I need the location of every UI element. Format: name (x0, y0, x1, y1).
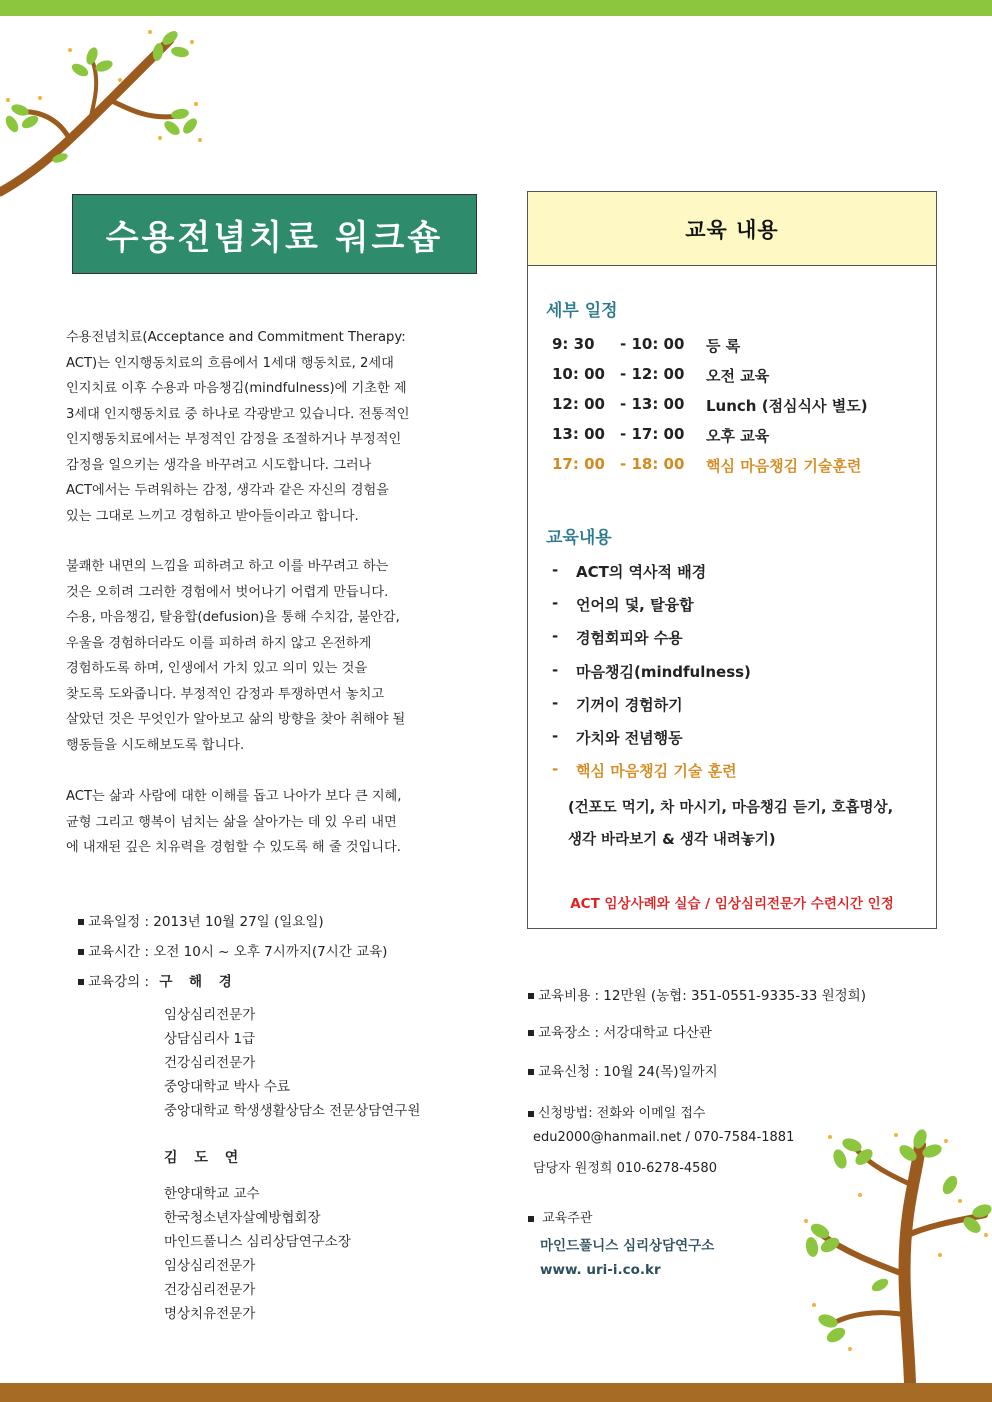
content-item (552, 594, 694, 627)
lecturer-1-credential: 중앙대학교 학생생활상담소 전문상담연구원 (164, 1103, 421, 1119)
schedule-label: 핵심 마음챙김 기술훈련 (706, 457, 862, 475)
content-item (552, 727, 683, 760)
intro-line: 감정을 일으키는 생각을 바꾸려고 시도합니다. 그러나 (66, 457, 372, 473)
act-certification-note: ACT 임상사례와 실습 / 임상심리전문가 수련시간 인정 (570, 896, 894, 912)
lecturer-1-credential: 중앙대학교 박사 수료 (164, 1079, 290, 1095)
bottom-accent-bar (0, 1383, 992, 1402)
host-website[interactable]: www. uri-i.co.kr (540, 1262, 661, 1278)
workshop-title: 수용전념치료 워크숍 (72, 194, 477, 274)
schedule-label: Lunch (점심식사 별도) (706, 397, 868, 415)
schedule-title: 세부 일정 (546, 301, 618, 321)
lecturer-1-credential: 상담심리사 1급 (164, 1031, 256, 1047)
intro-line: 에 내재된 깊은 치유력을 경험할 수 있도록 해 줄 것입니다. (66, 840, 401, 855)
schedule-row-highlight (552, 455, 861, 485)
intro-line: 있는 그대로 느끼고 경험하고 받아들이라고 합니다. (66, 508, 359, 524)
education-apply (528, 1060, 718, 1080)
list-dash: - (552, 561, 559, 579)
list-dash: - (552, 760, 559, 778)
square-bullet-icon (78, 979, 84, 985)
schedule-label: 등 록 (706, 337, 741, 355)
host-label (528, 1207, 592, 1226)
lecturer-1-credential: 임상심리전문가 (164, 1007, 256, 1023)
contact-info: edu2000@hanmail.net / 070-7584-1881 (533, 1130, 795, 1145)
schedule-row (552, 365, 769, 395)
lecturer-1-credential: 건강심리전문가 (164, 1055, 256, 1071)
lecturer-2-credential: 한양대학교 교수 (164, 1186, 260, 1202)
education-date (78, 910, 324, 930)
schedule-row (552, 335, 740, 365)
square-bullet-icon (528, 1111, 534, 1117)
intro-paragraph-2 (66, 554, 488, 758)
intro-line: 우울을 경험하더라도 이를 피하려 하지 않고 온전하게 (66, 635, 372, 651)
content-item (552, 694, 683, 727)
square-bullet-icon (528, 1069, 534, 1075)
intro-line: 살았던 것은 무엇인가 알아보고 삶의 방향을 찾아 취해야 될 (66, 712, 406, 727)
lecturer-2-credential: 건강심리전문가 (164, 1282, 256, 1298)
branch-illustration-top-left (0, 20, 210, 200)
intro-line: 수용전념치료(Acceptance and Commitment Therapy: (66, 330, 406, 345)
content-item (552, 661, 751, 694)
square-bullet-icon (528, 1030, 534, 1036)
top-accent-bar (0, 0, 992, 16)
lecturer-2-credential: 임상심리전문가 (164, 1258, 256, 1274)
schedule-end: - 10: 00 (620, 335, 685, 353)
apply-method-text: 신청방법: 전화와 이메일 접수 (538, 1106, 706, 1121)
content-item-text: 핵심 마음챙김 기술 훈련 (576, 762, 737, 780)
education-lecturer (78, 970, 238, 990)
education-apply-text: 교육신청 : 10월 24(목)일까지 (538, 1064, 718, 1080)
list-dash: - (552, 727, 559, 745)
education-place-text: 교육장소 : 서강대학교 다산관 (538, 1025, 712, 1041)
content-item-text: 기꺼이 경험하기 (576, 696, 683, 714)
intro-paragraph-3 (66, 784, 488, 861)
education-time-text: 교육시간 : 오전 10시 ~ 오후 7시까지(7시간 교육) (88, 944, 388, 960)
square-bullet-icon (78, 919, 84, 925)
schedule-start: 10: 00 (552, 365, 605, 383)
content-item (552, 561, 706, 594)
lecturer-2-credential: 명상치유전문가 (164, 1306, 256, 1322)
lecturer-1-name: 구 해 경 (159, 974, 238, 990)
content-item-text: 경험회피와 수용 (576, 629, 683, 647)
content-item-text: 가치와 전념행동 (576, 729, 683, 747)
schedule-end: - 18: 00 (620, 455, 685, 473)
intro-paragraph-1 (66, 325, 488, 529)
lecturer-2-credential: 마인드풀니스 심리상담연구소장 (164, 1234, 351, 1250)
intro-line: 3세대 인지행동치료 중 하나로 각광받고 있습니다. 전통적인 (66, 406, 410, 422)
intro-line: 수용, 마음챙김, 탈융합(defusion)을 통해 수치감, 불안감, (66, 610, 400, 625)
schedule-start: 9: 30 (552, 335, 595, 353)
lecturer-2-name: 김 도 연 (164, 1150, 245, 1166)
intro-line: 경험하도록 하며, 인생에서 가치 있고 의미 있는 것을 (66, 661, 368, 676)
education-date-text: 교육일정 : 2013년 10월 27일 (일요일) (88, 914, 324, 930)
schedule-label: 오전 교육 (706, 367, 770, 385)
host-name: 마인드풀니스 심리상담연구소 (540, 1238, 715, 1254)
content-item-text: ACT의 역사적 배경 (576, 563, 707, 581)
intro-line: 찾도록 도와줍니다. 부정적인 감정과 투쟁하면서 놓치고 (66, 686, 385, 702)
square-bullet-icon (78, 949, 84, 955)
list-dash: - (552, 594, 559, 612)
host-label-text: 교육주관 (542, 1211, 593, 1226)
education-fee (528, 984, 866, 1004)
intro-line: 인지치료 이후 수용과 마음챙김(mindfulness)에 기초한 제 (66, 381, 407, 396)
education-content-panel (527, 191, 937, 929)
intro-line: ACT)는 인지행동치료의 흐름에서 1세대 행동치료, 2세대 (66, 355, 394, 371)
square-bullet-icon (528, 1216, 534, 1222)
list-dash: - (552, 694, 559, 712)
schedule-end: - 17: 00 (620, 425, 685, 443)
schedule-start: 12: 00 (552, 395, 605, 413)
list-dash: - (552, 627, 559, 645)
contents-title: 교육내용 (546, 528, 612, 548)
schedule-end: - 13: 00 (620, 395, 685, 413)
schedule-row (552, 395, 868, 425)
schedule-end: - 12: 00 (620, 365, 685, 383)
intro-line: 것은 오히려 그러한 경험에서 벗어나기 어렵게 만듭니다. (66, 584, 389, 600)
schedule-label: 오후 교육 (706, 427, 770, 445)
contents-sub-line: 생각 바라보기 & 생각 내려놓기) (568, 832, 776, 848)
intro-line: 균형 그리고 행복이 넘치는 삶을 살아가는 데 있 우리 내면 (66, 814, 397, 830)
education-time (78, 940, 387, 960)
manager-info: 담당자 원정희 010-6278-4580 (533, 1161, 717, 1176)
list-dash: - (552, 661, 559, 679)
intro-line: 불쾌한 내면의 느낌을 피하려고 하고 이를 바꾸려고 하는 (66, 559, 389, 574)
education-place (528, 1021, 712, 1041)
schedule-start: 13: 00 (552, 425, 605, 443)
panel-header: 교육 내용 (528, 192, 936, 266)
content-item (552, 627, 683, 660)
tree-illustration-bottom-right (800, 1125, 992, 1383)
apply-method (528, 1102, 705, 1121)
content-item-text: 마음챙김(mindfulness) (576, 663, 751, 681)
square-bullet-icon (528, 993, 534, 999)
contents-sub-line: (건포도 먹기, 차 마시기, 마음챙김 듣기, 호흡명상, (568, 800, 894, 816)
intro-line: ACT에서는 두려워하는 감정, 생각과 같은 자신의 경험을 (66, 483, 389, 498)
content-item-highlight (552, 760, 737, 793)
intro-line: 인지행동치료에서는 부정적인 감정을 조절하거나 부정적인 (66, 432, 402, 447)
education-fee-text: 교육비용 : 12만원 (농협: 351-0551-9335-33 원정희) (538, 988, 866, 1004)
schedule-row (552, 425, 769, 455)
content-item-text: 언어의 덫, 탈융합 (576, 596, 694, 614)
schedule-start: 17: 00 (552, 455, 605, 473)
lecturer-2-credential: 한국청소년자살예방협회장 (164, 1210, 321, 1226)
intro-line: 행동들을 시도해보도록 합니다. (66, 737, 245, 753)
lecturer-label: 교육강의 : (88, 974, 150, 990)
intro-line: ACT는 삶과 사람에 대한 이해를 돕고 나아가 보다 큰 지혜, (66, 789, 402, 804)
